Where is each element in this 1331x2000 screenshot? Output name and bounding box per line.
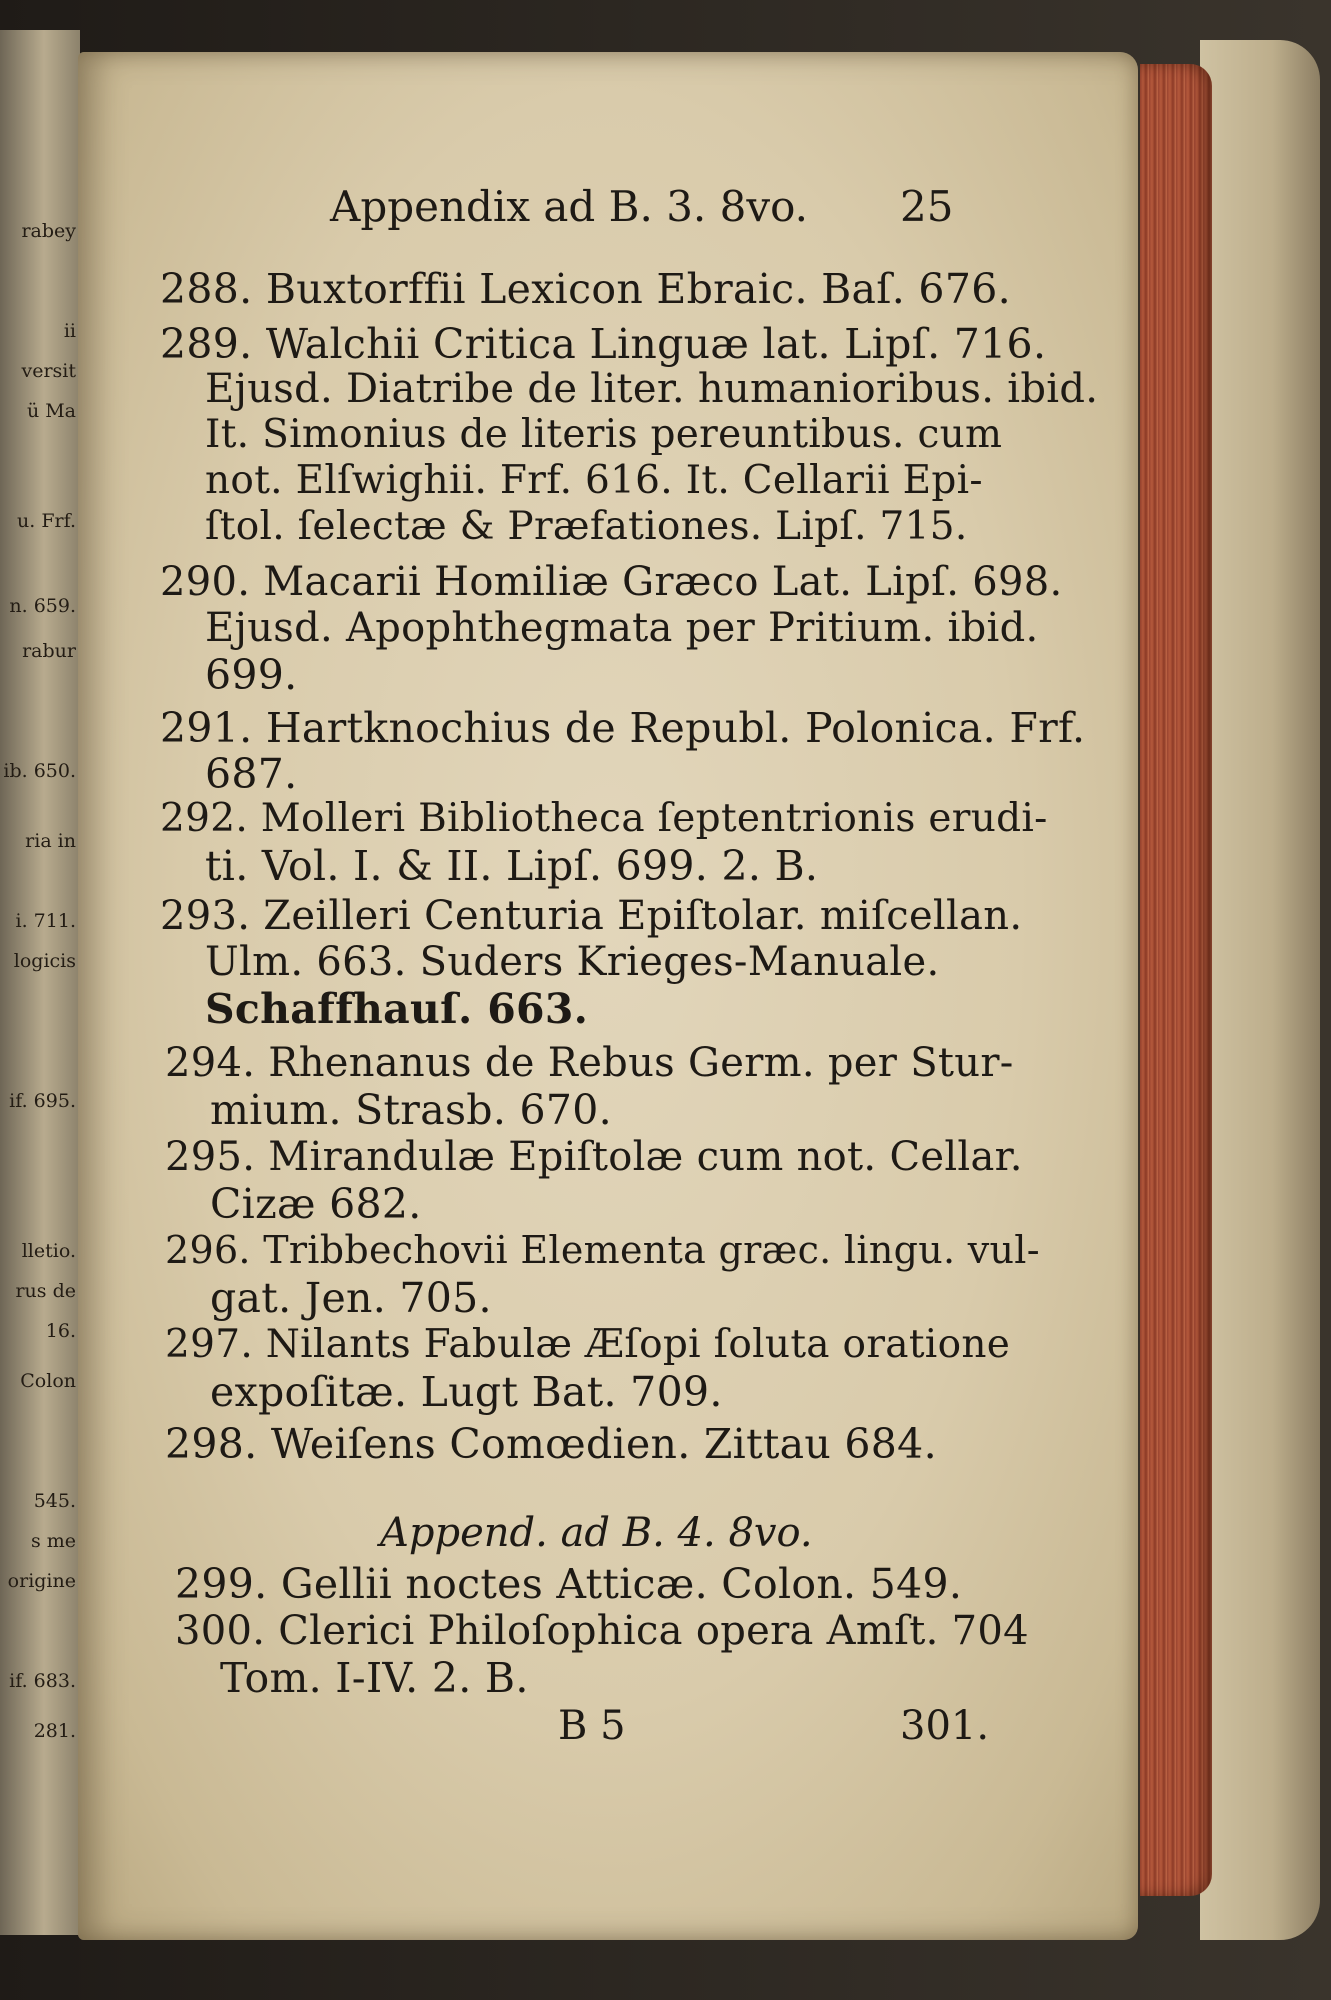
margin-fragment: lletio. <box>21 1240 76 1262</box>
entry-line: 291. Hartknochius de Republ. Polonica. Frf. <box>160 704 1086 752</box>
margin-fragment: ria in <box>25 830 76 852</box>
margin-fragment: 16. <box>45 1320 76 1342</box>
entry-line: 290. Macarii Homiliæ Græco Lat. Lipſ. 698. <box>160 559 1063 605</box>
entry-line: 292. Molleri Bibliotheca ſeptentrionis erudi- <box>160 796 1048 841</box>
entry-line: ſtol. ſelectæ & Præfationes. Lipſ. 715. <box>205 504 968 549</box>
entry-line: ti. Vol. I. & II. Lipſ. 699. 2. B. <box>205 842 819 890</box>
margin-fragment: if. 695. <box>9 1090 76 1112</box>
entry-line: Schaffhauſ. 663. <box>205 985 589 1033</box>
entry-line: 699. <box>205 651 298 699</box>
margin-fragment: rus de <box>15 1280 76 1302</box>
margin-fragment: origine <box>7 1570 76 1592</box>
margin-fragment: rabey <box>21 220 76 242</box>
margin-fragment: logicis <box>13 950 76 972</box>
page-block-edge <box>1140 64 1212 1896</box>
signature-mark: B 5 <box>558 1703 626 1749</box>
section-heading: Append. ad B. 4. 8vo. <box>380 1510 813 1556</box>
entry-line: mium. Strasb. 670. <box>210 1086 612 1134</box>
margin-fragment: ib. 650. <box>3 760 76 782</box>
entry-line: 294. Rhenanus de Rebus Germ. per Stur- <box>165 1040 1014 1086</box>
entry-line: expoſitæ. Lugt Bat. 709. <box>210 1368 723 1416</box>
entry-line: 295. Mirandulæ Epiſtolæ cum not. Cellar. <box>165 1134 1023 1180</box>
entry-line: 296. Tribbechovii Elementa græc. lingu. vul- <box>165 1228 1040 1272</box>
entry-line: 288. Buxtorffii Lexicon Ebraic. Baſ. 676. <box>160 265 1011 313</box>
margin-fragment: n. 659. <box>9 595 76 617</box>
margin-fragment: ü Ma <box>26 400 76 422</box>
entry-line: 293. Zeilleri Centuria Epiſtolar. miſcellan. <box>160 893 1023 939</box>
entry-line: Ejusd. Apophthegmata per Pritium. ibid. <box>205 605 1039 651</box>
margin-fragment: 545. <box>33 1490 76 1512</box>
margin-fragment: rabur <box>22 640 76 662</box>
book-cover-edge <box>1200 40 1320 1940</box>
entry-line: 298. Weiſens Comœdien. Zittau 684. <box>165 1420 937 1468</box>
margin-fragment: if. 683. <box>9 1670 76 1692</box>
entry-line: Ulm. 663. Suders Krieges-Manuale. <box>205 939 940 985</box>
entry-line: 289. Walchii Critica Linguæ lat. Lipſ. 716. <box>160 320 1047 368</box>
margin-fragment: s me <box>30 1530 76 1552</box>
margin-fragment: 281. <box>33 1720 76 1742</box>
margin-fragment: i. 711. <box>15 910 76 932</box>
entry-line: gat. Jen. 705. <box>210 1274 492 1322</box>
margin-fragment: u. Frf. <box>17 510 76 532</box>
catchword: 301. <box>900 1703 990 1749</box>
entry-line: 299. Gellii noctes Atticæ. Colon. 549. <box>175 1560 963 1608</box>
entry-line: 687. <box>205 750 298 798</box>
entry-line: Tom. I-IV. 2. B. <box>220 1654 529 1702</box>
entry-line: 297. Nilants Fabulæ Æſopi ſoluta oratione <box>165 1322 1011 1367</box>
entry-line: Cizæ 682. <box>210 1180 422 1228</box>
entry-line: not. Elſwighii. Frf. 616. It. Cellarii Epi- <box>205 458 983 503</box>
entry-line: Ejusd. Diatribe de liter. humanioribus. ibid. <box>205 366 1099 412</box>
entry-line: 300. Clerici Philoſophica opera Amſt. 704 <box>175 1608 1029 1654</box>
margin-fragment: versit <box>21 360 76 382</box>
margin-fragment: ii <box>63 320 76 342</box>
running-head: Appendix ad B. 3. 8vo. <box>330 182 808 231</box>
facing-page-edge <box>0 30 80 1935</box>
entry-line: It. Simonius de literis pereuntibus. cum <box>205 412 1003 457</box>
margin-fragment: Colon <box>20 1370 76 1392</box>
page-number: 25 <box>900 182 954 231</box>
